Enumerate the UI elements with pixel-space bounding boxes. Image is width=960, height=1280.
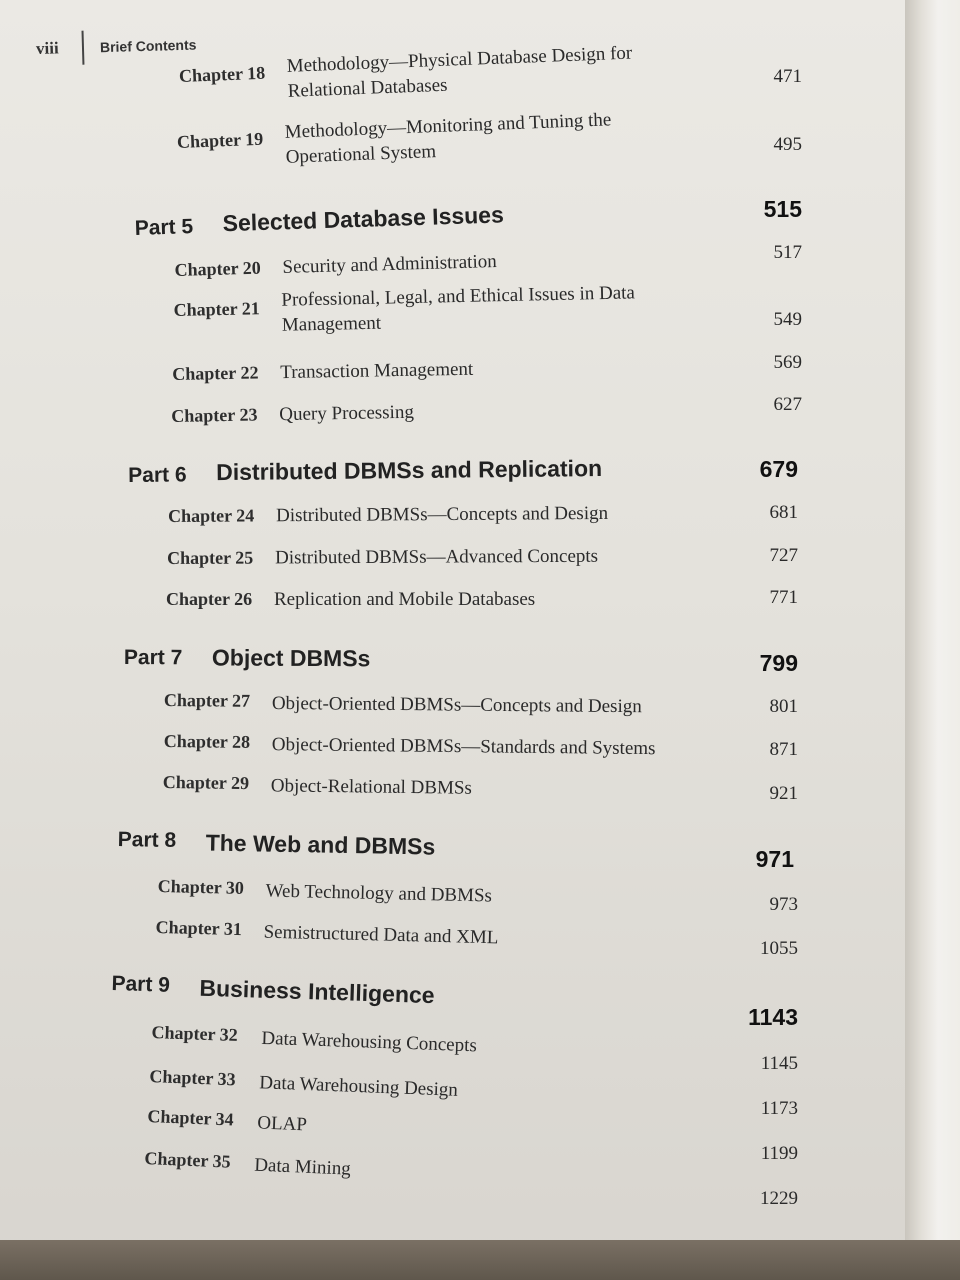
page-number: 1145 (760, 1053, 798, 1074)
chapter-title: Object-Oriented DBMSs—Concepts and Design (271, 692, 642, 718)
chapter-title: OLAP (256, 1112, 308, 1136)
part-page-number: 515 (763, 196, 802, 222)
page-number: 681 (769, 502, 798, 523)
page-edge (905, 0, 960, 1280)
chapter-label: Chapter 27 (163, 689, 251, 711)
chapter-label: Chapter 26 (166, 589, 253, 609)
chapter-title: Security and Administration (282, 250, 498, 278)
page-folio: viii (35, 38, 59, 58)
chapter-label: Chapter 21 (173, 298, 260, 320)
page-number: 549 (773, 309, 802, 330)
chapter-label: Chapter 29 (162, 771, 250, 794)
part-title: The Web and DBMSs (205, 829, 436, 860)
page-number: 517 (773, 242, 802, 263)
part-page-number: 1143 (748, 1004, 798, 1030)
page-number: 1229 (760, 1188, 798, 1209)
part-label: Part 8 (117, 827, 177, 853)
page-number: 921 (769, 783, 798, 804)
page-number: 1173 (760, 1098, 798, 1119)
chapter-label: Chapter 24 (168, 505, 255, 526)
chapter-label: Chapter 25 (167, 547, 254, 568)
chapter-title: Distributed DBMSs—Concepts and Design (276, 502, 609, 527)
chapter-title: Replication and Mobile Databases (274, 589, 536, 610)
part-page-number: 799 (759, 650, 798, 676)
page-number: 727 (769, 545, 798, 566)
part-label: Part 7 (123, 645, 183, 670)
running-head: Brief Contents (99, 36, 197, 56)
page-number: 569 (773, 352, 802, 373)
page-number: 801 (769, 696, 798, 717)
chapter-title: Methodology—Physical Database Design for Relational Databases (286, 42, 633, 102)
page-number: 771 (769, 587, 798, 608)
page-number: 471 (773, 66, 802, 87)
chapter-label: Chapter 23 (171, 404, 258, 426)
chapter-title: Data Mining (253, 1154, 352, 1180)
page-number: 973 (769, 894, 798, 915)
part-title: Object DBMSs (211, 644, 371, 672)
page-number: 627 (773, 394, 802, 415)
chapter-title: Object-Oriented DBMSs—Standards and Systems (271, 734, 656, 760)
chapter-title: Semistructured Data and XML (263, 921, 499, 949)
chapter-label: Chapter 31 (155, 916, 243, 940)
part-title: Selected Database Issues (222, 201, 505, 237)
chapter-label: Chapter 35 (144, 1147, 232, 1172)
chapter-title: Data Warehousing Concepts (261, 1027, 478, 1057)
chapter-title: Data Warehousing Design (258, 1072, 459, 1101)
chapter-title: Methodology—Monitoring and Tuning the Operational System (284, 109, 612, 168)
chapter-title: Distributed DBMSs—Advanced Concepts (275, 545, 599, 569)
chapter-label: Chapter 33 (149, 1065, 237, 1090)
chapter-title: Professional, Legal, and Ethical Issues in Data Management (281, 282, 636, 336)
part-label: Part 5 (134, 215, 194, 240)
chapter-label: Chapter 28 (163, 730, 251, 752)
chapter-label: Chapter 19 (176, 128, 264, 152)
chapter-label: Chapter 20 (174, 257, 261, 280)
chapter-title: Query Processing (279, 401, 415, 426)
chapter-label: Chapter 22 (172, 362, 259, 384)
header-divider (82, 31, 85, 65)
part-page-number: 679 (759, 456, 798, 482)
page-number: 1199 (760, 1143, 798, 1164)
page-number: 1055 (760, 938, 798, 959)
page-number: 495 (773, 134, 802, 155)
part-title: Business Intelligence (199, 974, 435, 1009)
part-label: Part 6 (128, 463, 187, 487)
chapter-title: Object-Relational DBMSs (270, 775, 472, 799)
chapter-label: Chapter 30 (157, 875, 245, 898)
chapter-label: Chapter 34 (147, 1105, 235, 1130)
background-surface (0, 1240, 960, 1280)
chapter-label: Chapter 32 (151, 1021, 239, 1045)
page-number: 871 (769, 739, 798, 760)
chapter-title: Web Technology and DBMSs (265, 880, 493, 907)
part-title: Distributed DBMSs and Replication (216, 455, 603, 486)
part-page-number: 971 (755, 846, 794, 872)
page-header (36, 28, 197, 66)
part-label: Part 9 (111, 971, 171, 997)
chapter-title: Transaction Management (280, 358, 474, 384)
chapter-label: Chapter 18 (178, 62, 266, 86)
